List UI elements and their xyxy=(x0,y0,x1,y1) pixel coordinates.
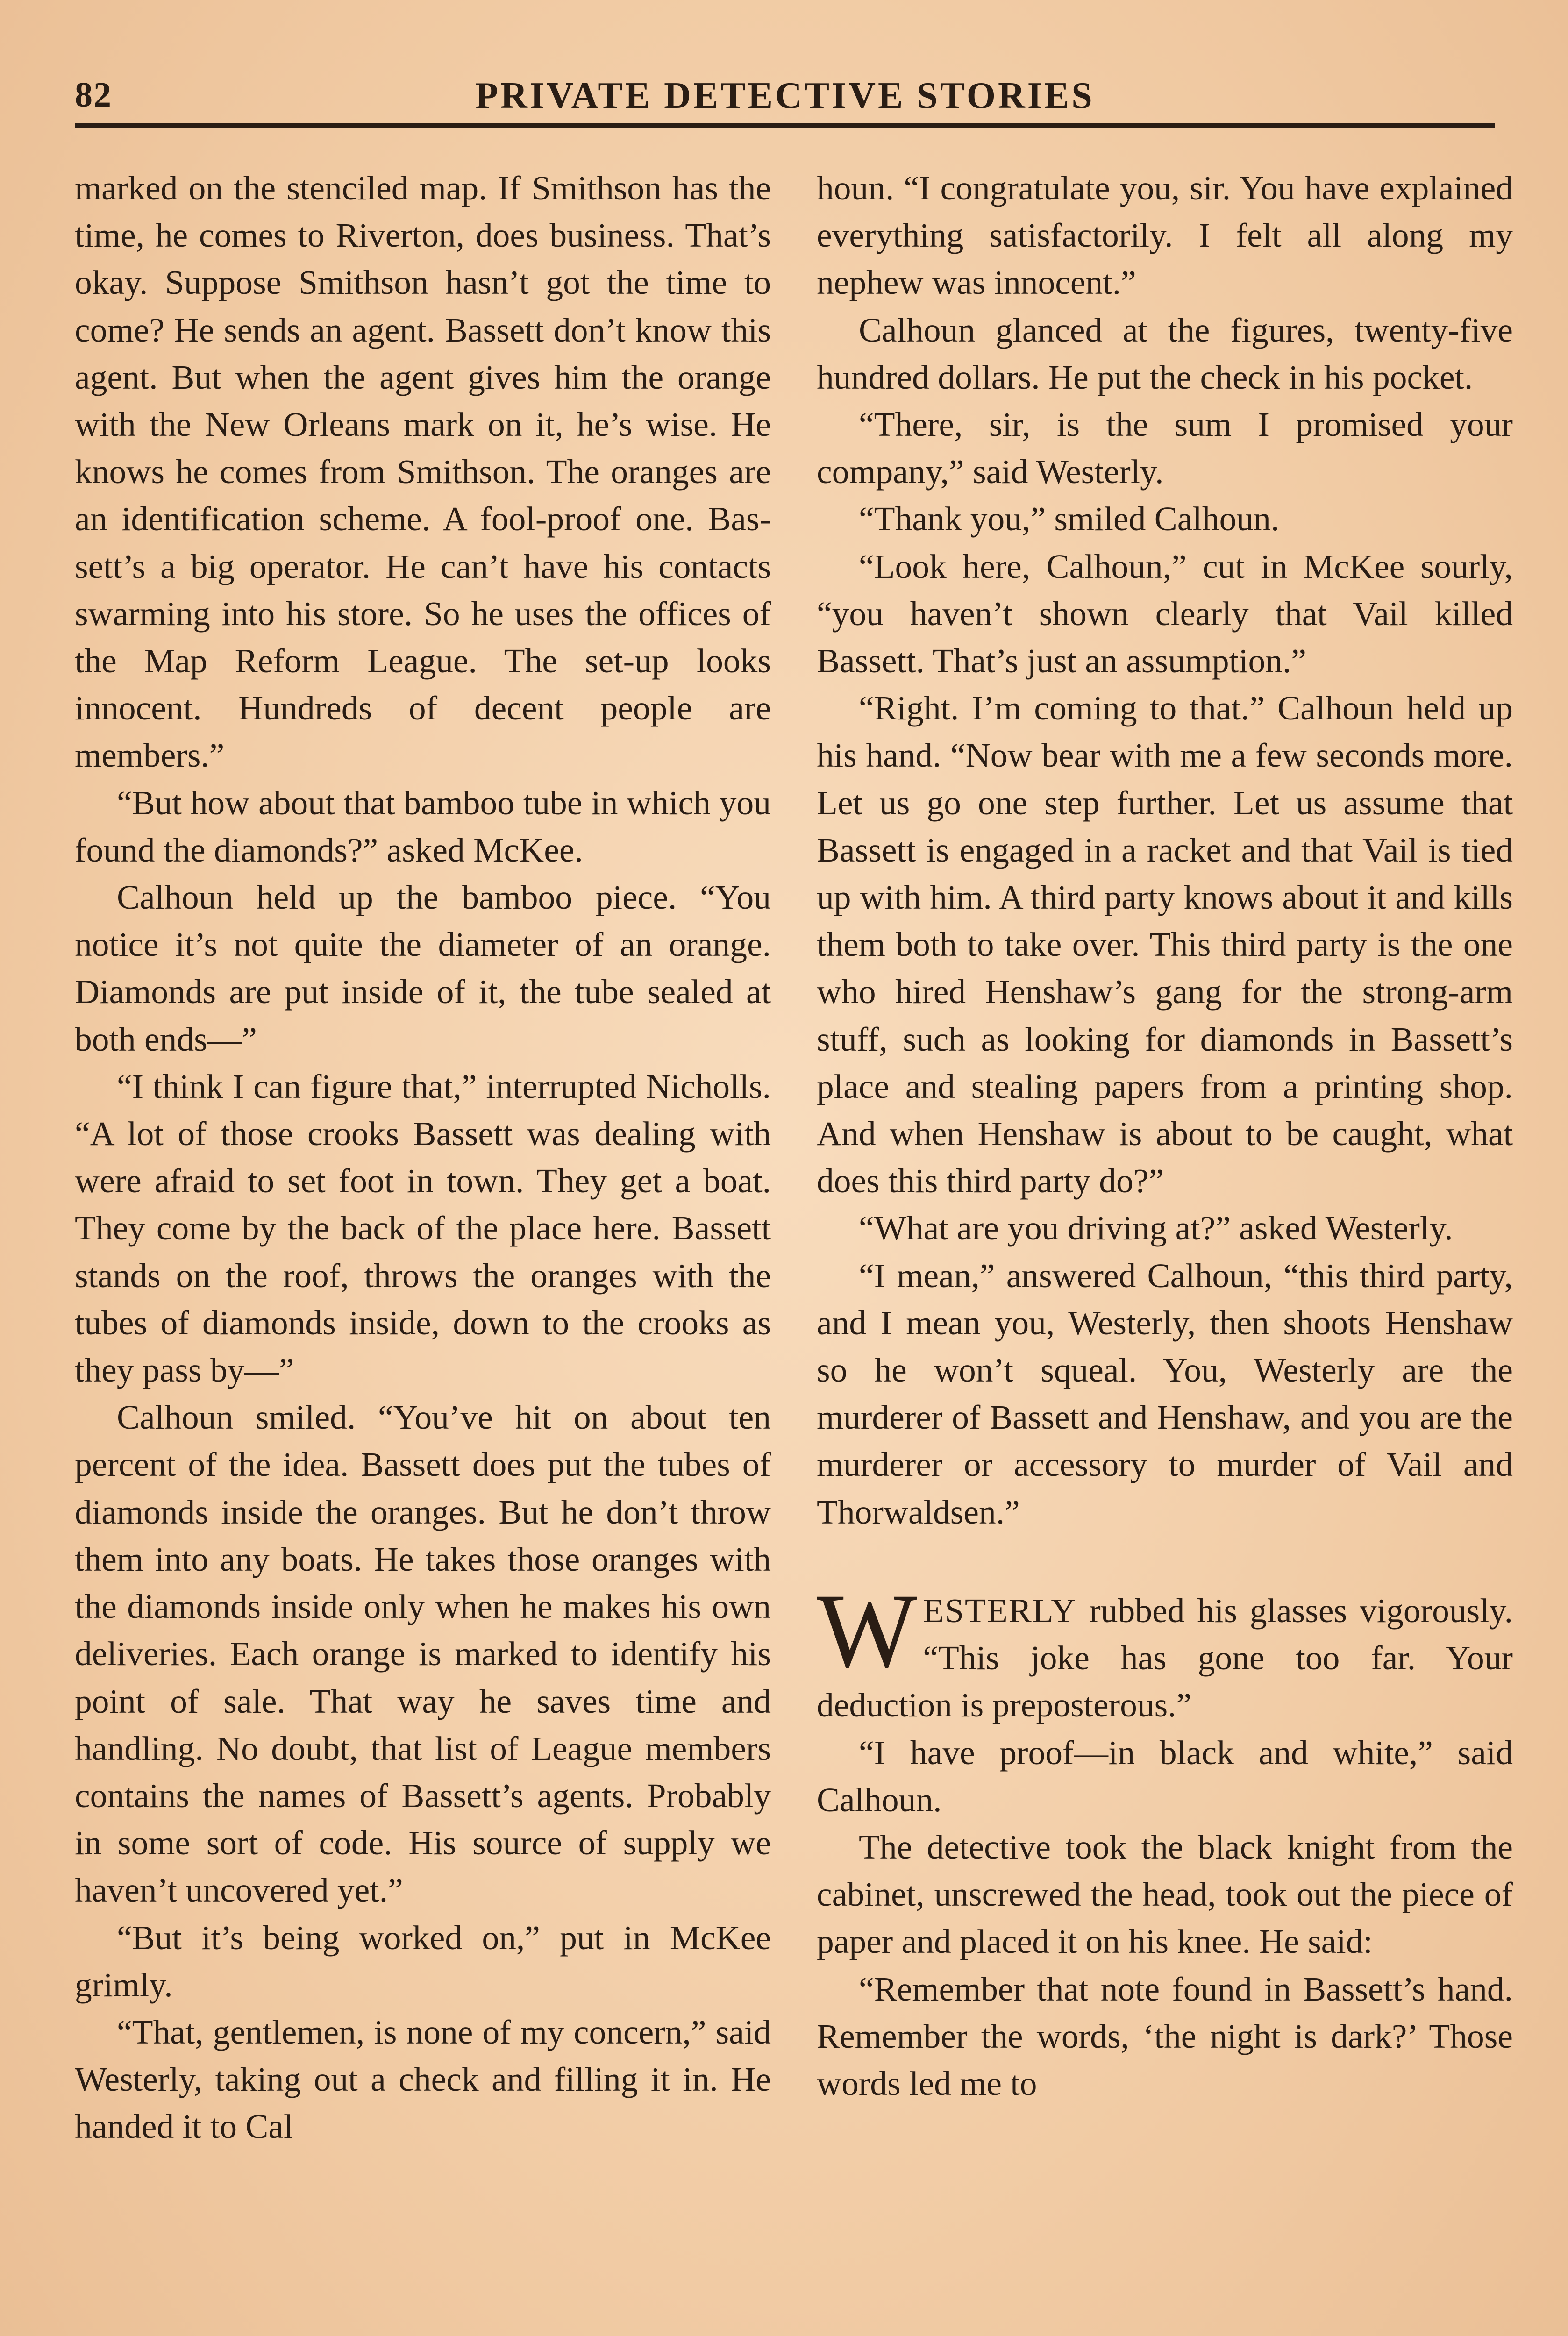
paragraph: Calhoun held up the bamboo piece. “You notice it’s not quite the diameter of an orange. Diamonds are put inside of it, the tube sealed at both ends—” xyxy=(75,878,771,1058)
paragraph: “I think I can figure that,” interrupted Nicholls. “A lot of those crooks Bassett was dealing with were afraid to set foot in town. They get a boat. They come by the back of the place here. Bassett stands on the roof, throws the oranges with the tubes of diamonds inside, down to the crooks as they pass by—” xyxy=(75,1067,771,1389)
paragraph: “That, gentlemen, is none of my concern,” said Westerly, taking out a check and filling it in. He handed it to Cal xyxy=(75,2013,771,2146)
paragraph: “But how about that bamboo tube in which you found the diamonds?” asked McKee. xyxy=(75,783,771,869)
section-break xyxy=(817,1536,1513,1587)
paragraph: “There, sir, is the sum I promised your company,” said Westerly. xyxy=(817,406,1513,491)
paragraph: “Thank you,” smiled Calhoun. xyxy=(859,500,1280,538)
paragraph: marked on the stenciled map. If Smithson has the time, he comes to Riverton, does business. That’s okay. Suppose Smithson hasn’t got the time to come? He sends an agent. Bassett don’t know this agent. But when the agent gives him the orange with the New Orleans mark on it, he’s wise. He knows he comes from Smithson. The oranges are an identification scheme. A fool-proof one. Bassett’s a big operator. He can’t have his contacts swarming into his store. So he uses the offices of the Map Reform League. The set-up looks innocent. Hundreds of decent people are members.” xyxy=(75,169,771,775)
paragraph: Calhoun smiled. “You’ve hit on about ten percent of the idea. Bassett does put the tubes of diamonds inside the oranges. But he don’t throw them into any boats. He takes those oranges with the diamonds inside only when he makes his own deliveries. Each orange is marked to identify his point of sale. That way he saves time and handling. No doubt, that list of League members contains the names of Bassett’s agents. Probably in some sort of code. His source of supply we haven’t uncovered yet.” xyxy=(75,1398,771,1909)
right-column xyxy=(817,164,1513,2107)
paragraph: “I have proof—in black and white,” said Calhoun. xyxy=(817,1733,1513,1819)
paragraph: Calhoun glanced at the figures, twenty-five hundred dollars. He put the check in his pocket. xyxy=(817,311,1513,396)
paragraph: “I mean,” answered Calhoun, “this third party, and I mean you, Westerly, then shoots Henshaw so he won’t squeal. You, Westerly are the murderer of Bassett and Henshaw, and you are the murderer or accessory to murder of Vail and Thorwaldsen.” xyxy=(817,1256,1513,1531)
lead-text: rubbed his glasses vigorously. “This joke has gone too far. Your deduction is preposterous.” xyxy=(817,1591,1513,1724)
paragraph: “Remember that note found in Bassett’s hand. Remember the words, ‘the night is dark?’ Those words led me to xyxy=(817,1970,1513,2102)
paragraph: “But it’s being worked on,” put in McKee grimly. xyxy=(75,1918,771,2004)
section-opening-paragraph xyxy=(817,1572,1513,1729)
running-head-title: PRIVATE DETECTIVE STORIES xyxy=(475,75,1095,116)
paragraph: houn. “I congratulate you, sir. You have explained everything satisfactorily. I felt all along my nephew was innocent.” xyxy=(817,169,1513,302)
paragraph: “What are you driving at?” asked Westerly. xyxy=(859,1209,1453,1247)
paragraph: “Right. I’m coming to that.” Calhoun held up his hand. “Now bear with me a few seconds more. Let us go one step further. Let us assume that Bassett is engaged in a racket and that Vail is tied up with him. A third party knows about it and kills them both to take over. This third party is the one who hired Henshaw’s gang for the strong-arm stuff, such as looking for diamonds in Bassett’s place and stealing papers from a printing shop. And when Henshaw is about to be caught, what does this third party do?” xyxy=(817,689,1513,1200)
paragraph: “Look here, Calhoun,” cut in McKee sourly, “you haven’t shown clearly that Vail killed Bassett. That’s just an assumption.” xyxy=(817,547,1513,680)
lead-small-caps: ESTERLY xyxy=(923,1591,1077,1630)
drop-cap: W xyxy=(817,1572,918,1690)
page-header xyxy=(75,65,1495,121)
page-number: 82 xyxy=(75,75,112,114)
left-column xyxy=(75,164,771,2151)
paragraph: The detective took the black knight from the cabinet, unscrewed the head, took out the piece of paper and placed it on his knee. He said: xyxy=(817,1828,1513,1961)
header-rule xyxy=(75,123,1495,128)
